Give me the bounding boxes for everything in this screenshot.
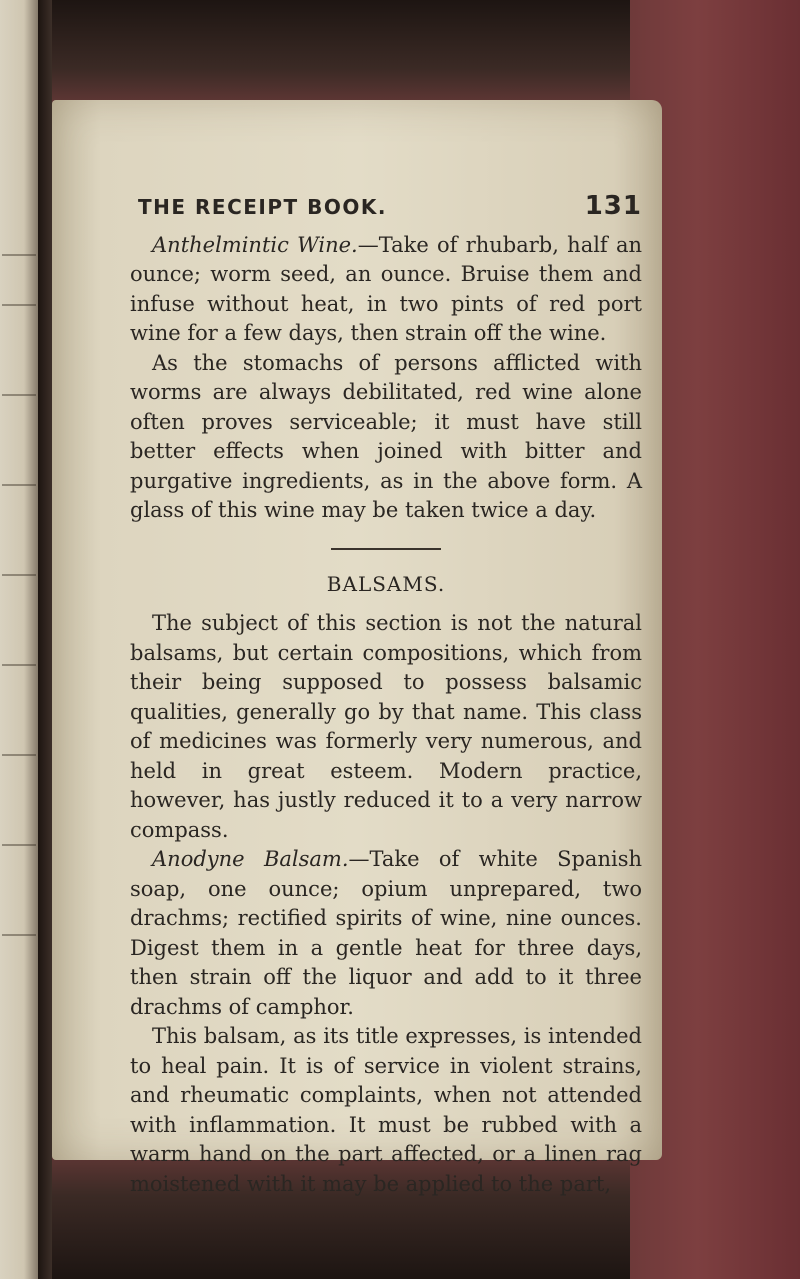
running-title: THE RECEIPT BOOK.: [138, 195, 387, 219]
section-intro: The subject of this section is not the natural balsams, but certain compositions, which from their being supposed to possess balsamic qualities, generally go by that name. This class of medicines was formerly very numerous, and held in great esteem. Modern practice, however, has justly reduced it to a very narrow compass.: [130, 611, 642, 842]
book-gutter: [38, 0, 52, 1279]
recipe-title: Anthelmintic Wine.: [152, 232, 358, 257]
recipe-text: —Take of white Spanish soap, one ounce; opium unprepared, two drachms; rectified spirits of wine, nine ounces. Digest them in a gentle heat for three days, then strain off the liquor and add to it three drachms of camphor.: [130, 847, 642, 1019]
page-number: 131: [584, 191, 642, 221]
section-divider: [331, 548, 441, 550]
recipe-anodyne-balsam: [130, 845, 642, 1022]
recipe-text: —Take of rhubarb, half an ounce; worm seed, an ounce. Bruise them and infuse without heat, in two pints of red port wine for a few days, then strain off the wine.: [130, 232, 643, 345]
running-header: [130, 192, 642, 223]
previous-page-edge: [0, 0, 40, 1279]
page-text: [130, 192, 642, 1199]
recipe-anthelmintic-wine: [130, 231, 642, 349]
recipe-note: As the stomachs of persons afflicted with worms are always debilitated, red wine alone often proves serviceable; it must have still better effects when joined with bitter and purgative ingredients, as in the above form. A glass of this wine may be taken twice a day.: [130, 350, 642, 522]
book-page: [52, 100, 662, 1196]
recipe-note: This balsam, as its title expresses, is intended to heal pain. It is of service in violent strains, and rheumatic complaints, when not attended with inflammation. It must be rubbed with a warm hand on the part affected, or a linen rag moistened with it may be applied to the part,: [130, 1024, 642, 1196]
recipe-title: Anodyne Balsam.: [152, 847, 349, 871]
section-heading: BALSAMS.: [326, 571, 446, 596]
